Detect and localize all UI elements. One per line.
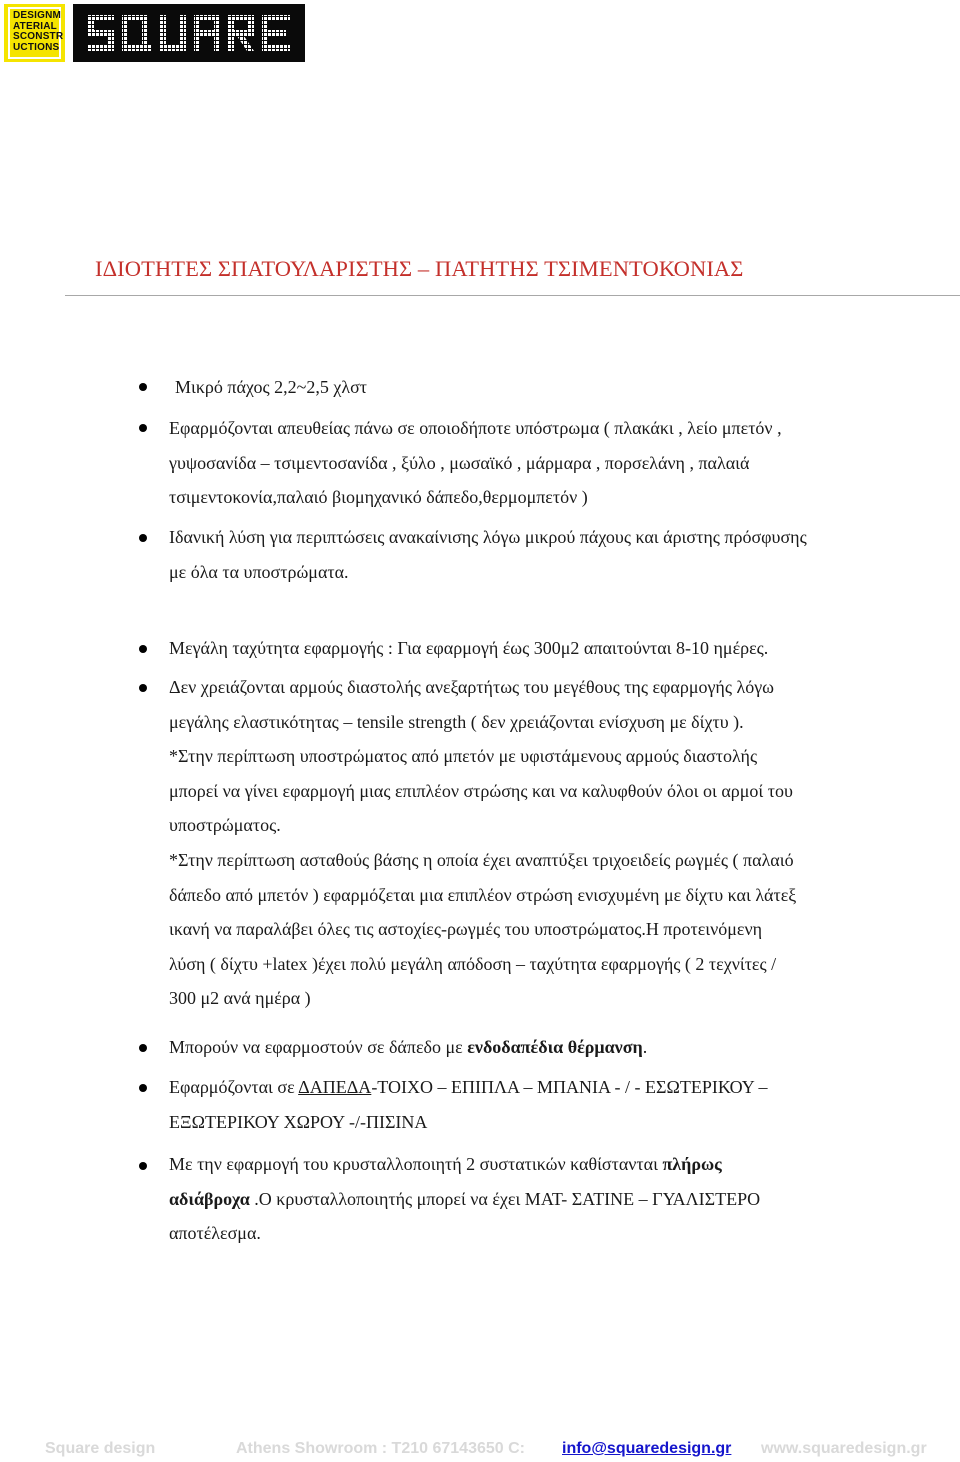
list-item-line: Ιδανική λύση για περιπτώσεις ανακαίνισης λόγω μικρού πάχους και άριστης πρόσφυσης: [169, 527, 807, 547]
list-item-text: Μπορούν να εφαρμοστούν σε δάπεδο με: [169, 1037, 468, 1057]
bullet-icon: [139, 534, 147, 542]
fully-emphasis: πλήρως: [662, 1154, 722, 1174]
list-item: [169, 411, 954, 515]
bullet-icon: [139, 1044, 147, 1052]
footer: [0, 1437, 960, 1461]
list-item-line: με όλα τα υποστρώματα.: [169, 561, 349, 582]
list-item-line: 300 μ2 ανά ημέρα ): [169, 988, 311, 1009]
logo-tagline-line: UCTIONS: [13, 41, 60, 53]
bullet-icon: [139, 645, 147, 653]
list-item-text: Εφαρμόζονται σε: [169, 1077, 299, 1097]
list-item-line: γυψοσανίδα – τσιμεντοσανίδα , ξύλο , μωσαϊκό , μάρμαρα , πορσελάνη , παλαιά: [169, 452, 750, 473]
page-title: ΙΔΙΟΤΗΤΕΣ ΣΠΑΤΟΥΛΑΡΙΣΤΗΣ – ΠΑΤΗΤΗΣ ΤΣΙΜΕΝΤΟΚΟΝΙΑΣ: [95, 256, 744, 281]
list-item: [175, 370, 960, 405]
list-item-text: Με την εφαρμογή του κρυσταλλοποιητή 2 συστατικών καθίστανται: [169, 1154, 663, 1174]
bullet-icon: [139, 383, 147, 391]
list-item: [169, 520, 954, 589]
list-item-text: -ΤΟΙΧΟ – ΕΠΙΠΛΑ – ΜΠΑΝΙΑ - / - ΕΣΩΤΕΡΙΚΟΥ –: [371, 1077, 768, 1097]
list-item: [169, 1147, 954, 1251]
list-item-line: *Στην περίπτωση ασταθούς βάσης η οποία έχει αναπτύξει τριχοειδείς ρωγμές ( παλαιό: [169, 849, 794, 870]
list-item-line: *Στην περίπτωση υποστρώματος από μπετόν με υφιστάμενους αρμούς διαστολής: [169, 746, 758, 767]
list-item-line: τσιμεντοκονία,παλαιό βιομηχανικό δάπεδο,θερμομπετόν ): [169, 487, 588, 508]
list-item-line: μεγάλης ελαστικότητας – tensile strength ( δεν χρειάζονται ενίσχυση με δίχτυ ).: [169, 711, 744, 732]
waterproof-emphasis: αδιάβροχα: [169, 1188, 250, 1209]
footer-website-link[interactable]: www.squaredesign.gr: [761, 1440, 927, 1457]
list-item-line: Εφαρμόζονται απευθείας πάνω σε οποιοδήποτε υπόστρωμα ( πλακάκι , λείο μπετόν ,: [169, 418, 782, 438]
floor-heating-emphasis: ενδοδαπέδια θέρμανση: [467, 1037, 643, 1057]
list-item-line: Δεν χρειάζονται αρμούς διαστολής ανεξαρτήτως του μεγέθους της εφαρμογής λόγω: [169, 677, 775, 697]
logo-tagline-line: ATERIAL: [13, 20, 57, 32]
list-item-line: ικανή να παραλάβει όλες τις αστοχίες-ρωγμές του υποστρώματος.Η προτεινόμενη: [169, 919, 763, 940]
list-item-line: μπορεί να γίνει εφαρμογή μιας επιπλέον στρώσης και να καλυφθούν όλοι οι αρμοί του: [169, 780, 793, 801]
footer-email-link[interactable]: info@squaredesign.gr: [562, 1440, 732, 1457]
list-item-line: αποτέλεσμα.: [169, 1223, 261, 1244]
list-item-text: Μεγάλη ταχύτητα εφαρμογής : Για εφαρμογή έως 300μ2 απαιτούνται 8-10 ημέρες.: [169, 638, 769, 658]
list-item-text: Μικρό πάχος 2,2~2,5 χλστ: [175, 377, 368, 397]
bullet-icon: [139, 424, 147, 432]
list-item-text: .Ο κρυσταλλοποιητής μπορεί να έχει ΜΑΤ- ΣΑΤΙΝΕ – ΓΥΑΛΙΣΤΕΡΟ: [249, 1188, 761, 1209]
bullet-icon: [139, 1162, 147, 1170]
floors-underlined: ΔΑΠΕΔΑ: [298, 1077, 372, 1097]
list-item-line: υποστρώματος.: [169, 815, 281, 836]
list-item: [169, 1030, 954, 1065]
list-item-line: δάπεδο από μπετόν ) εφαρμόζεται μια επιπλέον στρώση ενισχυμένη με δίχτυ και λάτεξ: [169, 884, 797, 905]
logo-tagline-line: DESIGNM: [13, 10, 62, 21]
list-item-line: ΕΞΩΤΕΡΙΚΟΥ ΧΩΡΟΥ -/-ΠΙΣΙΝΑ: [169, 1111, 428, 1132]
bullet-icon: [139, 1084, 147, 1092]
list-item: [169, 631, 954, 666]
list-item: [169, 670, 954, 1016]
bullet-icon: [139, 684, 147, 692]
list-item: [169, 1070, 954, 1139]
footer-showroom: Athens Showroom : T210 67143650 C:: [236, 1440, 525, 1457]
footer-brand: Square design: [45, 1440, 156, 1457]
list-item-text: .: [642, 1037, 648, 1057]
logo-tagline-line: SCONSTR: [13, 31, 64, 42]
list-item-line: λύση ( δίχτυ +latex )έχει πολύ μεγάλη απόδοση – ταχύτητα εφαρμογής ( 2 τεχνίτες /: [169, 953, 777, 974]
